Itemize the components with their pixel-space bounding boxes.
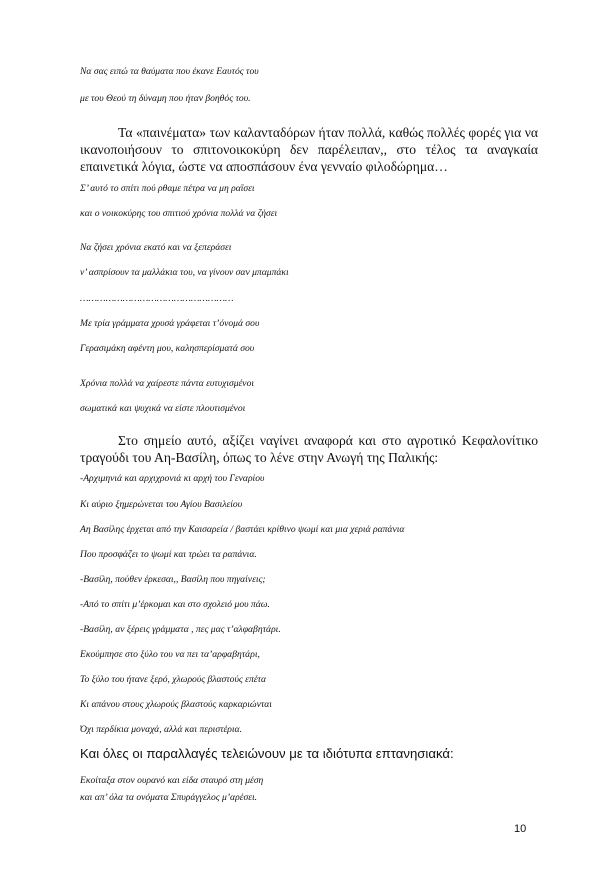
verse-line: -Αρχιμηνιά και αρχιχρονιά κι αρχή του Γεναρίου bbox=[80, 473, 265, 484]
verse-line: -Βασίλη, αν ξέρεις γράμματα , πες μας τ’αλφαβητάρι. bbox=[80, 624, 281, 635]
page-number: 10 bbox=[514, 823, 527, 835]
verse-line: -Από το σπίτι μ’έρκομαι και στο σχολειό μου πάω. bbox=[80, 599, 270, 610]
verse-line: και ο νοικοκύρης του σπιτιού χρόνια πολλά να ζήσει bbox=[80, 208, 278, 219]
ellipsis-line: ……………………………………………… bbox=[80, 293, 234, 304]
verse-line: Το ξύλο του ήτανε ξερό, χλωρούς βλαστούς επέτα bbox=[80, 674, 267, 685]
verse-line: Να ζήσει χρόνια εκατό και να ξεπεράσει bbox=[80, 242, 232, 253]
verse-line: Κι απάνου στους χλωρούς βλαστούς καρκαριώνται bbox=[80, 699, 272, 710]
verse-line: σωματικά και ψυχικά να είστε πλουτισμένοι bbox=[80, 403, 246, 414]
verse-line: Όχι περδίκια μοναχά, αλλά και περιστέρια. bbox=[80, 724, 242, 735]
verse-line: Γερασιμάκη αφέντη μου, καλησπερίσματά σου bbox=[80, 343, 255, 354]
verse-line: Αη Βασίλης έρχεται από την Καισαρεία / βαστάει κρίθινο ψωμί και μια χεριά ραπάνια bbox=[80, 524, 405, 535]
prose-paragraph: Στο σημείο αυτό, αξίζει ναγίνει αναφορά και στο αγροτικό Κεφαλονίτικο τραγούδι του Αη-Βασίλη, όπως το λένε στην Ανωγή της Παλικής: bbox=[80, 433, 538, 465]
verse-line: Εκούμπησε στο ξύλο του να πει τα’αρφαβητάρι, bbox=[80, 649, 260, 660]
prose-paragraph: Τα «παινέματα» των καλανταδόρων ήταν πολλά, καθώς πολλές φορές για να ικανοποιήσουν το σπιτονοικοκύρη δεν παρέλειπαν,, στο τέλος τα αναγκαία επαινετικά λόγια, ώστε να αποσπάσουν ένα γενναίο φιλοδώρημα… bbox=[80, 125, 538, 174]
section-heading: Και όλες οι παραλλαγές τελειώνουν με τα ιδιότυπα επτανησιακά: bbox=[80, 746, 454, 761]
verse-line: Να σας ειπώ τα θαύματα που έκανε Εαυτός του bbox=[80, 66, 259, 77]
verse-line: με του Θεού τη δύναμη που ήταν βοηθός του. bbox=[80, 93, 251, 104]
verse-line: Σ’ αυτό το σπίτι πού ρθαμε πέτρα να μη ραΐσει bbox=[80, 183, 255, 194]
verse-line: ν’ ασπρίσουν τα μαλλάκια του, να γίνουν σαν μπαμπάκι bbox=[80, 267, 289, 278]
verse-line: Κι αύριο ξημερώνεται του Αγίου Βασιλείου bbox=[80, 499, 243, 510]
verse-line: Με τρία γράμματα χρυσά γράφεται τ’όνομά σου bbox=[80, 318, 260, 329]
verse-line: -Βασίλη, πούθεν έρκεσαι,, Βασίλη που πηγαίνεις; bbox=[80, 574, 266, 585]
verse-line: και απ’ όλα τα ονόματα Σπυράγγελος μ’αρέσει. bbox=[80, 792, 258, 803]
verse-line: Εκοίταξα στον ουρανό και είδα σταυρό στη μέση bbox=[80, 775, 264, 786]
verse-line: Που προσφάζει το ψωμί και τρώει τα ραπάνια. bbox=[80, 549, 257, 560]
verse-line: Χρόνια πολλά να χαίρεστε πάντα ευτυχισμένοι bbox=[80, 378, 255, 389]
